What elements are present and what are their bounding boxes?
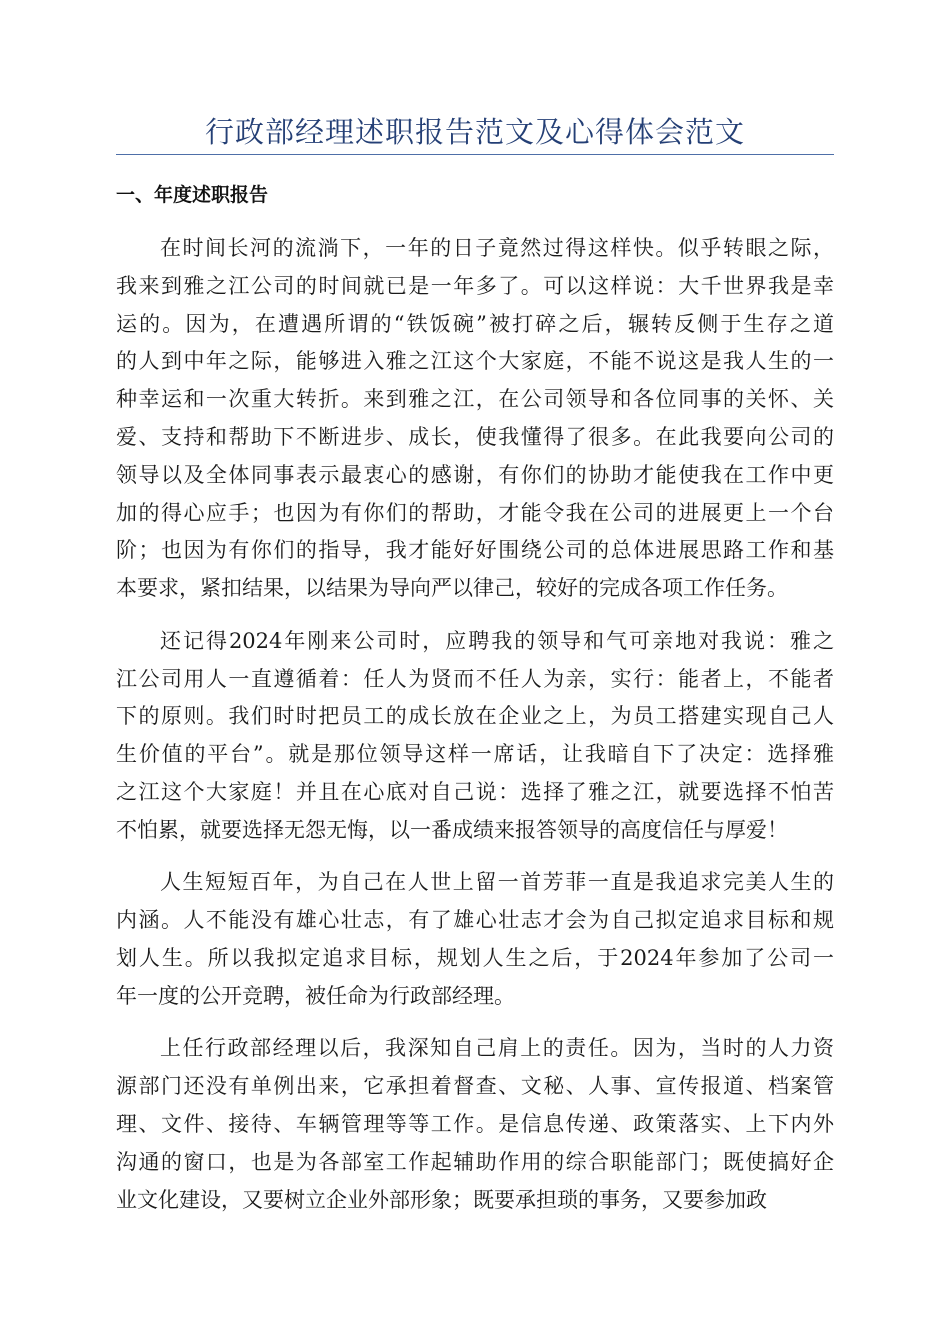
text-line: 领导以及全体同事表示最衷心的感谢，有你们的协助才能使我在工作中更 <box>116 462 834 487</box>
text-line: 之江这个大家庭！并且在心底对自己说：选择了雅之江，就要选择不怕苦 <box>116 779 834 804</box>
text-line: 业文化建设，又要树立企业外部形象；既要承担琐的事务，又要参加政 <box>116 1187 767 1212</box>
text-line: 加的得心应手；也因为有你们的帮助，才能令我在公司的进展更上一个台 <box>116 500 834 525</box>
text-line: 爱、支持和帮助下不断进步、成长，使我懂得了很多。在此我要向公司的 <box>116 424 834 449</box>
paragraph <box>116 864 834 1015</box>
title-underline <box>116 154 834 155</box>
text-line: 生价值的平台”。就是那位领导这样一席话，让我暗自下了决定：选择雅 <box>116 742 834 767</box>
text-line: 内涵。人不能没有雄心壮志，有了雄心壮志才会为自己拟定追求目标和规 <box>116 908 834 933</box>
paragraph <box>116 1030 834 1219</box>
text-line: 上任行政部经理以后，我深知自己肩上的责任。因为，当时的人力资 <box>160 1036 834 1061</box>
paragraph <box>116 230 834 608</box>
text-line: 下的原则。我们时时把员工的成长放在企业之上，为员工搭建实现自己人 <box>116 704 834 729</box>
text-line: 人生短短百年，为自己在人世上留一首芳菲一直是我追求完美人生的 <box>160 870 834 895</box>
text-line: 年一度的公开竞聘，被任命为行政部经理。 <box>116 983 515 1008</box>
text-line: 运的。因为，在遭遇所谓的“铁饭碗”被打碎之后，辗转反侧于生存之道 <box>116 311 834 336</box>
text-line: 江公司用人一直遵循着：任人为贤而不任人为亲，实行：能者上，不能者 <box>116 666 834 691</box>
text-line: 本要求，紧扣结果，以结果为导向严以律己，较好的完成各项工作任务。 <box>116 576 788 601</box>
paragraph <box>116 623 834 850</box>
text-line: 不怕累，就要选择无怨无悔，以一番成绩来报答领导的高度信任与厚爱！ <box>116 817 788 842</box>
text-line: 在时间长河的流淌下，一年的日子竟然过得这样快。似乎转眼之际， <box>160 236 834 260</box>
section-heading: 一、年度述职报告 <box>116 184 269 206</box>
text-line: 划人生。所以我拟定追求目标，规划人生之后，于2024年参加了公司一 <box>116 945 834 970</box>
document-body <box>116 230 834 1234</box>
text-line: 沟通的窗口，也是为各部室工作起辅助作用的综合职能部门；既使搞好企 <box>116 1149 834 1174</box>
document-title: 行政部经理述职报告范文及心得体会范文 <box>204 115 745 149</box>
text-line: 的人到中年之际，能够进入雅之江这个大家庭，不能不说这是我人生的一 <box>116 349 834 374</box>
text-line: 阶；也因为有你们的指导，我才能好好围绕公司的总体进展思路工作和基 <box>116 538 834 563</box>
text-line: 理、文件、接待、车辆管理等等工作。是信息传递、政策落实、上下内外 <box>116 1111 834 1136</box>
text-line: 种幸运和一次重大转折。来到雅之江，在公司领导和各位同事的关怀、关 <box>116 387 834 412</box>
text-line: 源部门还没有单例出来，它承担着督查、文秘、人事、宣传报道、档案管 <box>116 1074 834 1099</box>
text-line: 我来到雅之江公司的时间就已是一年多了。可以这样说：大千世界我是幸 <box>116 273 834 298</box>
text-line: 还记得2024年刚来公司时，应聘我的领导和气可亲地对我说：雅之 <box>160 628 834 653</box>
